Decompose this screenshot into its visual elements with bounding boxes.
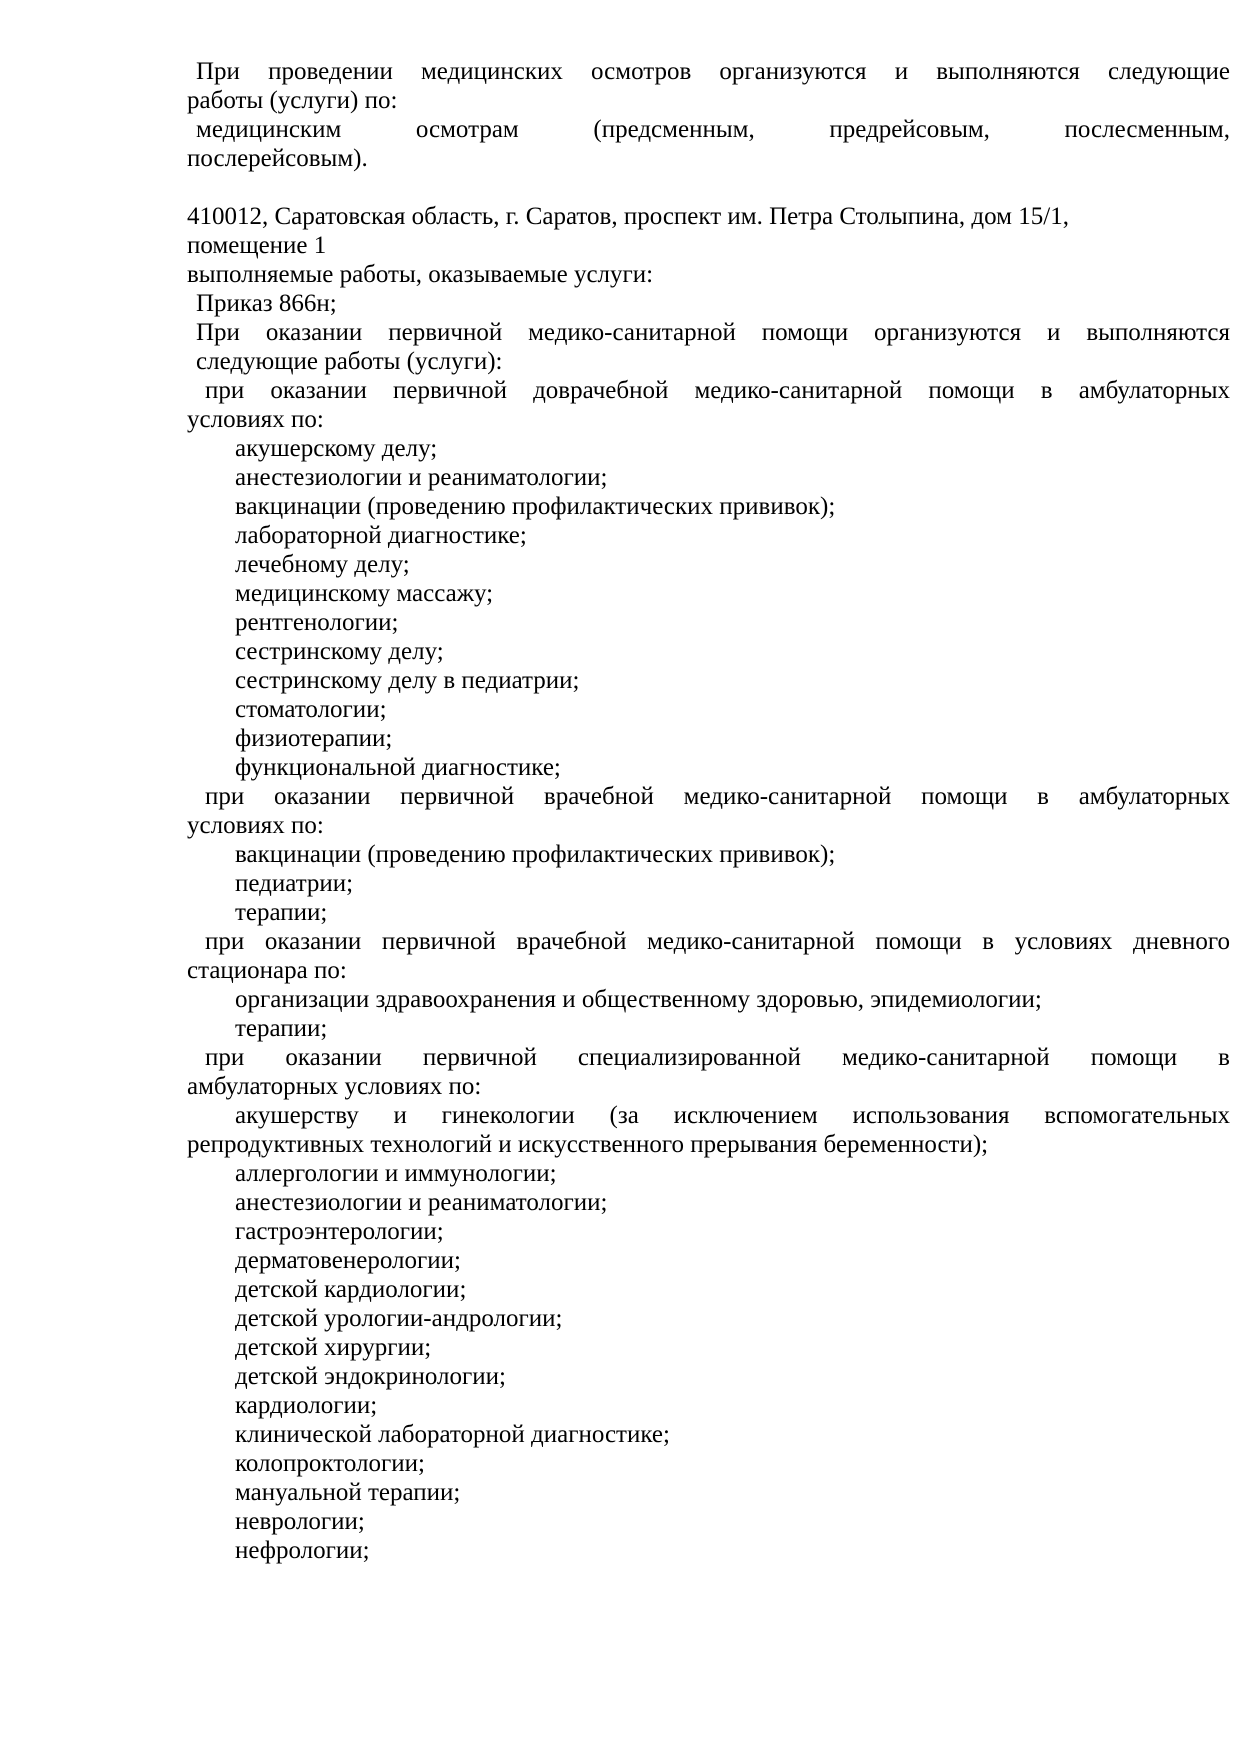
text-line: мануальной терапии;: [235, 1479, 461, 1506]
text-line: терапии;: [235, 899, 328, 926]
text-line: следующие работы (услуги):: [196, 348, 503, 375]
text-line: акушерству и гинекологии (за исключением использования вспомогательных: [235, 1102, 1230, 1129]
text-line: репродуктивных технологий и искусственного прерывания беременности);: [187, 1131, 989, 1158]
text-line: клинической лабораторной диагностике;: [235, 1421, 670, 1448]
text-line: детской урологии-андрологии;: [235, 1305, 563, 1332]
text-line: при оказании первичной доврачебной медико-санитарной помощи в амбулаторных: [205, 377, 1230, 404]
text-line: выполняемые работы, оказываемые услуги:: [187, 261, 654, 288]
text-line: работы (услуги) по:: [187, 87, 398, 114]
text-line: физиотерапии;: [235, 725, 393, 752]
document-text: [187, 57, 1230, 1565]
text-line: детской хирургии;: [235, 1334, 432, 1361]
text-line: неврологии;: [235, 1508, 365, 1535]
text-line: дерматовенерологии;: [235, 1247, 461, 1274]
text-line: помещение 1: [187, 232, 327, 259]
text-line: колопроктологии;: [235, 1450, 425, 1477]
text-line: При оказании первичной медико-санитарной помощи организуются и выполняются: [196, 319, 1230, 346]
text-line: при оказании первичной врачебной медико-санитарной помощи в условиях дневного: [205, 928, 1230, 955]
text-line: Приказ 866н;: [196, 290, 337, 317]
text-line: условиях по:: [187, 406, 324, 433]
text-line: акушерскому делу;: [235, 435, 438, 462]
text-line: при оказании первичной специализированной медико-санитарной помощи в: [205, 1044, 1230, 1071]
text-line: анестезиологии и реаниматологии;: [235, 1189, 608, 1216]
text-line: вакцинации (проведению профилактических прививок);: [235, 841, 836, 868]
text-line: вакцинации (проведению профилактических прививок);: [235, 493, 836, 520]
text-line: лечебному делу;: [235, 551, 410, 578]
text-line: педиатрии;: [235, 870, 354, 897]
text-line: аллергологии и иммунологии;: [235, 1160, 557, 1187]
text-line: сестринскому делу;: [235, 638, 444, 665]
text-line: гастроэнтерологии;: [235, 1218, 444, 1245]
text-line: медицинским осмотрам (предсменным, предрейсовым, послесменным,: [196, 116, 1230, 143]
text-line: детской кардиологии;: [235, 1276, 467, 1303]
text-line: стоматологии;: [235, 696, 387, 723]
text-line: 410012, Саратовская область, г. Саратов, проспект им. Петра Столыпина, дом 15/1,: [187, 203, 1069, 230]
text-line: сестринскому делу в педиатрии;: [235, 667, 580, 694]
text-line: амбулаторных условиях по:: [187, 1073, 482, 1100]
text-line: условиях по:: [187, 812, 324, 839]
text-line: детской эндокринологии;: [235, 1363, 506, 1390]
text-line: послерейсовым).: [187, 145, 368, 172]
text-line: При проведении медицинских осмотров организуются и выполняются следующие: [196, 58, 1230, 85]
text-line: кардиологии;: [235, 1392, 378, 1419]
text-line: рентгенологии;: [235, 609, 399, 636]
text-line: стационара по:: [187, 957, 347, 984]
text-line: медицинскому массажу;: [235, 580, 494, 607]
text-line: функциональной диагностике;: [235, 754, 561, 781]
text-line: анестезиологии и реаниматологии;: [235, 464, 608, 491]
text-line: при оказании первичной врачебной медико-санитарной помощи в амбулаторных: [205, 783, 1230, 810]
text-line: лабораторной диагностике;: [235, 522, 527, 549]
text-line: терапии;: [235, 1015, 328, 1042]
text-line: нефрологии;: [235, 1537, 370, 1564]
text-line: организации здравоохранения и общественному здоровью, эпидемиологии;: [235, 986, 1042, 1013]
